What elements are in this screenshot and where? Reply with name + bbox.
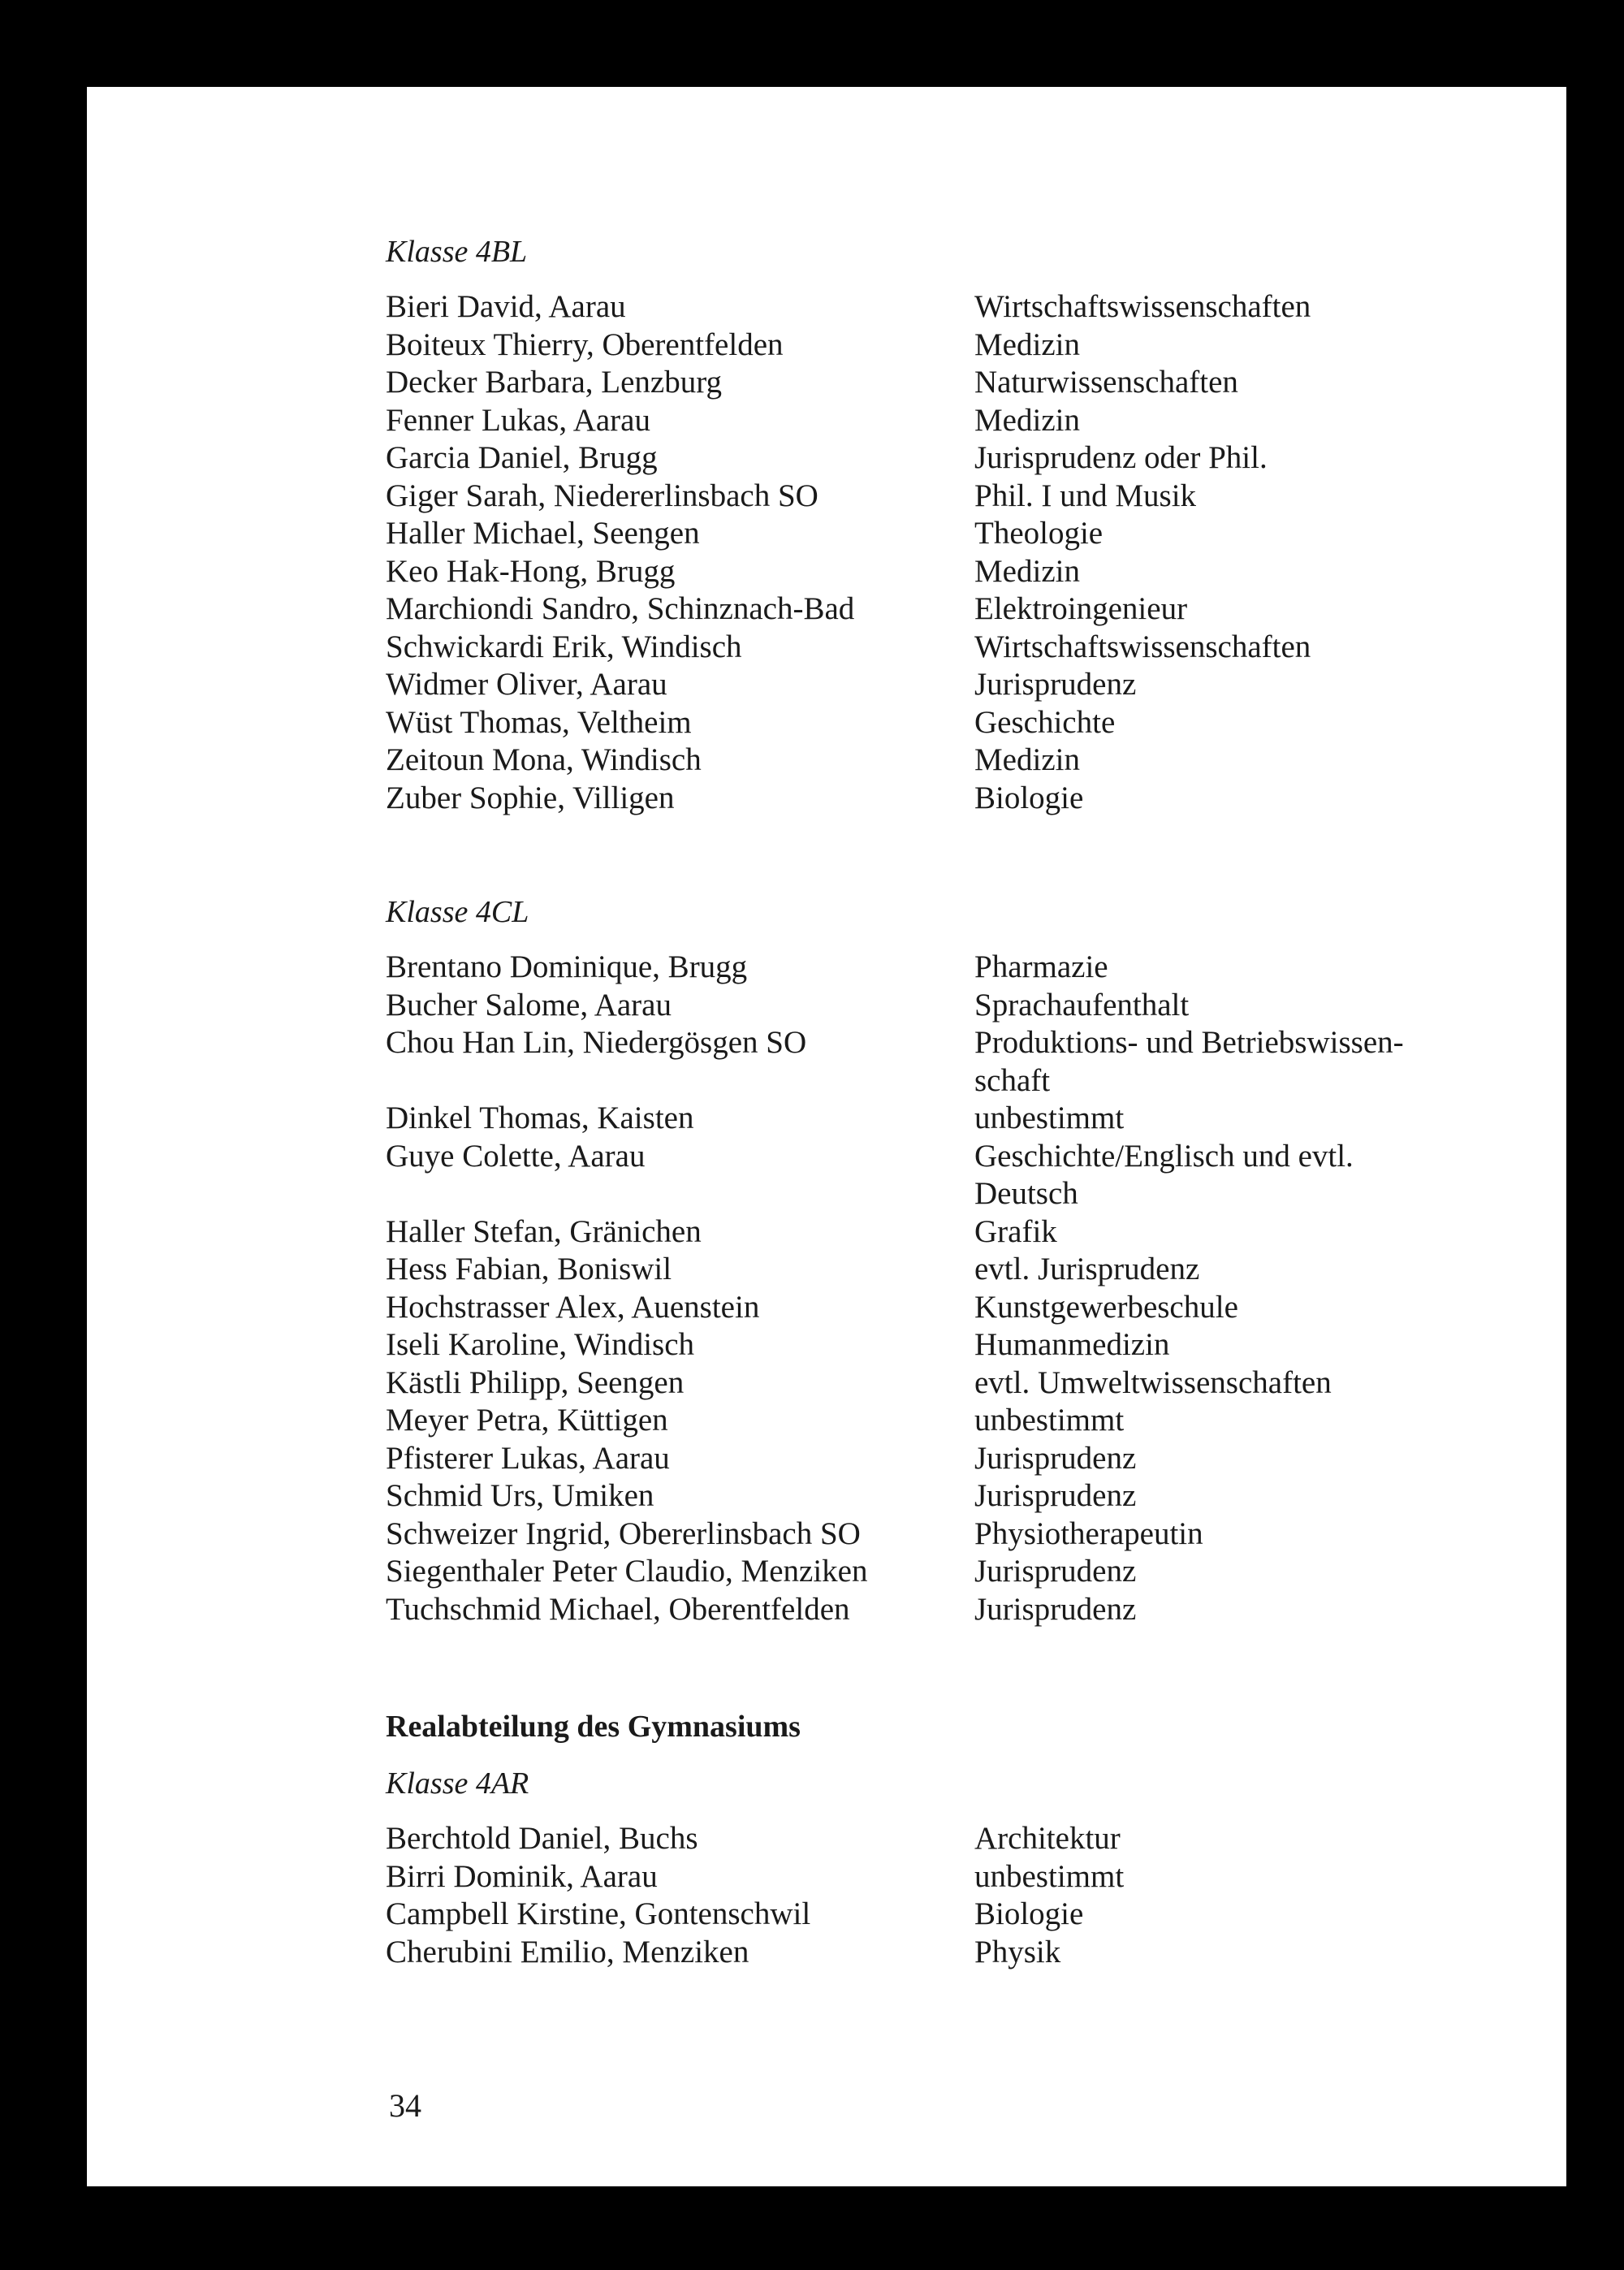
study-field: [974, 1138, 1522, 1213]
student-row: [386, 590, 1522, 629]
study-field: Kunstgewerbeschule: [974, 1289, 1238, 1325]
study-field: Biologie: [974, 780, 1084, 815]
student-name: Siegenthaler Peter Claudio, Menziken: [386, 1554, 868, 1589]
student-name: Berchtold Daniel, Buchs: [386, 1821, 698, 1856]
study-field: unbestimmt: [974, 1403, 1125, 1438]
study-field-line: Deutsch: [974, 1176, 1078, 1211]
class-title: Klasse 4BL: [386, 235, 528, 269]
student-name: Pfisterer Lukas, Aarau: [386, 1440, 670, 1476]
study-field: Biologie: [974, 1896, 1084, 1931]
study-field: Pharmazie: [974, 949, 1108, 984]
student-row: [386, 478, 1522, 516]
class-title: Klasse 4CL: [386, 895, 529, 929]
student-name: Fenner Lukas, Aarau: [386, 402, 650, 438]
study-field: Elektroingenieur: [974, 591, 1188, 626]
student-row: [386, 1024, 1522, 1100]
student-name: Keo Hak-Hong, Brugg: [386, 553, 676, 589]
student-name: Schwickardi Erik, Windisch: [386, 629, 742, 664]
study-field: Architektur: [974, 1821, 1121, 1856]
study-field: Naturwissenschaften: [974, 365, 1238, 400]
study-field: unbestimmt: [974, 1100, 1125, 1135]
student-row: [386, 288, 1522, 326]
student-name: Boiteux Thierry, Oberentfelden: [386, 326, 784, 362]
study-field: Medizin: [974, 402, 1080, 438]
student-name: Marchiondi Sandro, Schinznach-Bad: [386, 591, 855, 626]
student-name: Zeitoun Mona, Windisch: [386, 742, 702, 777]
student-list: [386, 288, 1522, 817]
student-row: [386, 1896, 1522, 1934]
student-row: [386, 439, 1522, 478]
study-field: Theologie: [974, 516, 1104, 551]
student-name: Bieri David, Aarau: [386, 289, 626, 324]
student-name: Garcia Daniel, Brugg: [386, 440, 658, 475]
class-title: Klasse 4AR: [386, 1766, 529, 1801]
student-row: [386, 949, 1522, 987]
student-row: [386, 1251, 1522, 1289]
student-name: Campbell Kirstine, Gontenschwil: [386, 1896, 811, 1931]
student-list: [386, 949, 1522, 1628]
student-name: Dinkel Thomas, Kaisten: [386, 1100, 694, 1135]
student-row: [386, 1213, 1522, 1252]
student-row: [386, 1289, 1522, 1327]
study-field-line: schaft: [974, 1062, 1051, 1098]
student-name: Bucher Salome, Aarau: [386, 987, 672, 1023]
student-name: Hess Fabian, Boniswil: [386, 1252, 672, 1286]
student-row: [386, 704, 1522, 742]
student-name: Kästli Philipp, Seengen: [386, 1364, 685, 1400]
department-heading: Realabteilung des Gymnasiums: [386, 1710, 801, 1744]
student-row: [386, 780, 1522, 818]
student-name: Wüst Thomas, Veltheim: [386, 704, 692, 740]
student-row: [386, 987, 1522, 1025]
section-klasse-4cl: [386, 893, 1522, 1628]
study-field: Humanmedizin: [974, 1327, 1170, 1362]
document-page: [87, 87, 1566, 2186]
study-field: Sprachaufenthalt: [974, 987, 1190, 1023]
student-row: [386, 629, 1522, 667]
student-name: Guye Colette, Aarau: [386, 1138, 646, 1174]
study-field-line: Produktions- und Betriebswissen-: [974, 1025, 1404, 1060]
study-field-line: Geschichte/Englisch und evtl.: [974, 1138, 1354, 1174]
student-list: [386, 1820, 1522, 1971]
student-name: Meyer Petra, Küttigen: [386, 1403, 668, 1438]
student-row: [386, 1364, 1522, 1403]
study-field: Phil. I und Musik: [974, 478, 1197, 513]
student-name: Decker Barbara, Lenzburg: [386, 365, 722, 400]
study-field: Wirtschaftswissenschaften: [974, 629, 1311, 664]
student-row: [386, 515, 1522, 553]
student-name: Widmer Oliver, Aarau: [386, 667, 667, 702]
student-name: Hochstrasser Alex, Auenstein: [386, 1289, 760, 1325]
student-name: Schmid Urs, Umiken: [386, 1478, 654, 1513]
student-row: [386, 1100, 1522, 1138]
study-field: [974, 1024, 1522, 1100]
section-klasse-4ar: [386, 1708, 1522, 1971]
study-field: Jurisprudenz: [974, 1478, 1137, 1513]
study-field: Medizin: [974, 326, 1080, 362]
study-field: Physiotherapeutin: [974, 1515, 1203, 1551]
student-row: [386, 364, 1522, 402]
study-field: Medizin: [974, 553, 1080, 589]
study-field: Jurisprudenz: [974, 667, 1137, 702]
student-name: Iseli Karoline, Windisch: [386, 1327, 695, 1362]
student-row: [386, 1138, 1522, 1213]
student-row: [386, 1820, 1522, 1858]
student-row: [386, 1858, 1522, 1896]
page-number: 34: [389, 2087, 421, 2124]
study-field: evtl. Umweltwissenschaften: [974, 1364, 1332, 1400]
student-row: [386, 1477, 1522, 1515]
student-row: [386, 326, 1522, 365]
student-name: Birri Dominik, Aarau: [386, 1858, 658, 1894]
study-field: Physik: [974, 1934, 1061, 1969]
study-field: Grafik: [974, 1213, 1057, 1249]
student-row: [386, 1591, 1522, 1629]
study-field: Jurisprudenz: [974, 1554, 1137, 1589]
student-name: Haller Michael, Seengen: [386, 516, 700, 551]
student-name: Tuchschmid Michael, Oberentfelden: [386, 1591, 850, 1627]
study-field: Geschichte: [974, 704, 1116, 740]
student-name: Brentano Dominique, Brugg: [386, 949, 748, 984]
student-name: Zuber Sophie, Villigen: [386, 780, 675, 815]
study-field: Jurisprudenz oder Phil.: [974, 440, 1268, 475]
student-row: [386, 553, 1522, 591]
student-name: Schweizer Ingrid, Obererlinsbach SO: [386, 1515, 861, 1551]
student-name: Haller Stefan, Gränichen: [386, 1213, 702, 1249]
student-row: [386, 1553, 1522, 1591]
study-field: Jurisprudenz: [974, 1591, 1137, 1627]
study-field: evtl. Jurisprudenz: [974, 1252, 1200, 1286]
student-name: Giger Sarah, Niedererlinsbach SO: [386, 478, 818, 513]
study-field: Medizin: [974, 742, 1080, 777]
student-row: [386, 1515, 1522, 1554]
student-row: [386, 1402, 1522, 1440]
study-field: unbestimmt: [974, 1858, 1125, 1894]
student-row: [386, 402, 1522, 440]
section-klasse-4bl: [386, 233, 1522, 817]
study-field: Wirtschaftswissenschaften: [974, 289, 1311, 324]
student-row: [386, 1326, 1522, 1364]
study-field: Jurisprudenz: [974, 1440, 1137, 1476]
student-row: [386, 742, 1522, 780]
student-name: Chou Han Lin, Niedergösgen SO: [386, 1025, 807, 1060]
student-name: Cherubini Emilio, Menziken: [386, 1934, 749, 1969]
student-row: [386, 1934, 1522, 1972]
student-row: [386, 666, 1522, 704]
student-row: [386, 1440, 1522, 1478]
